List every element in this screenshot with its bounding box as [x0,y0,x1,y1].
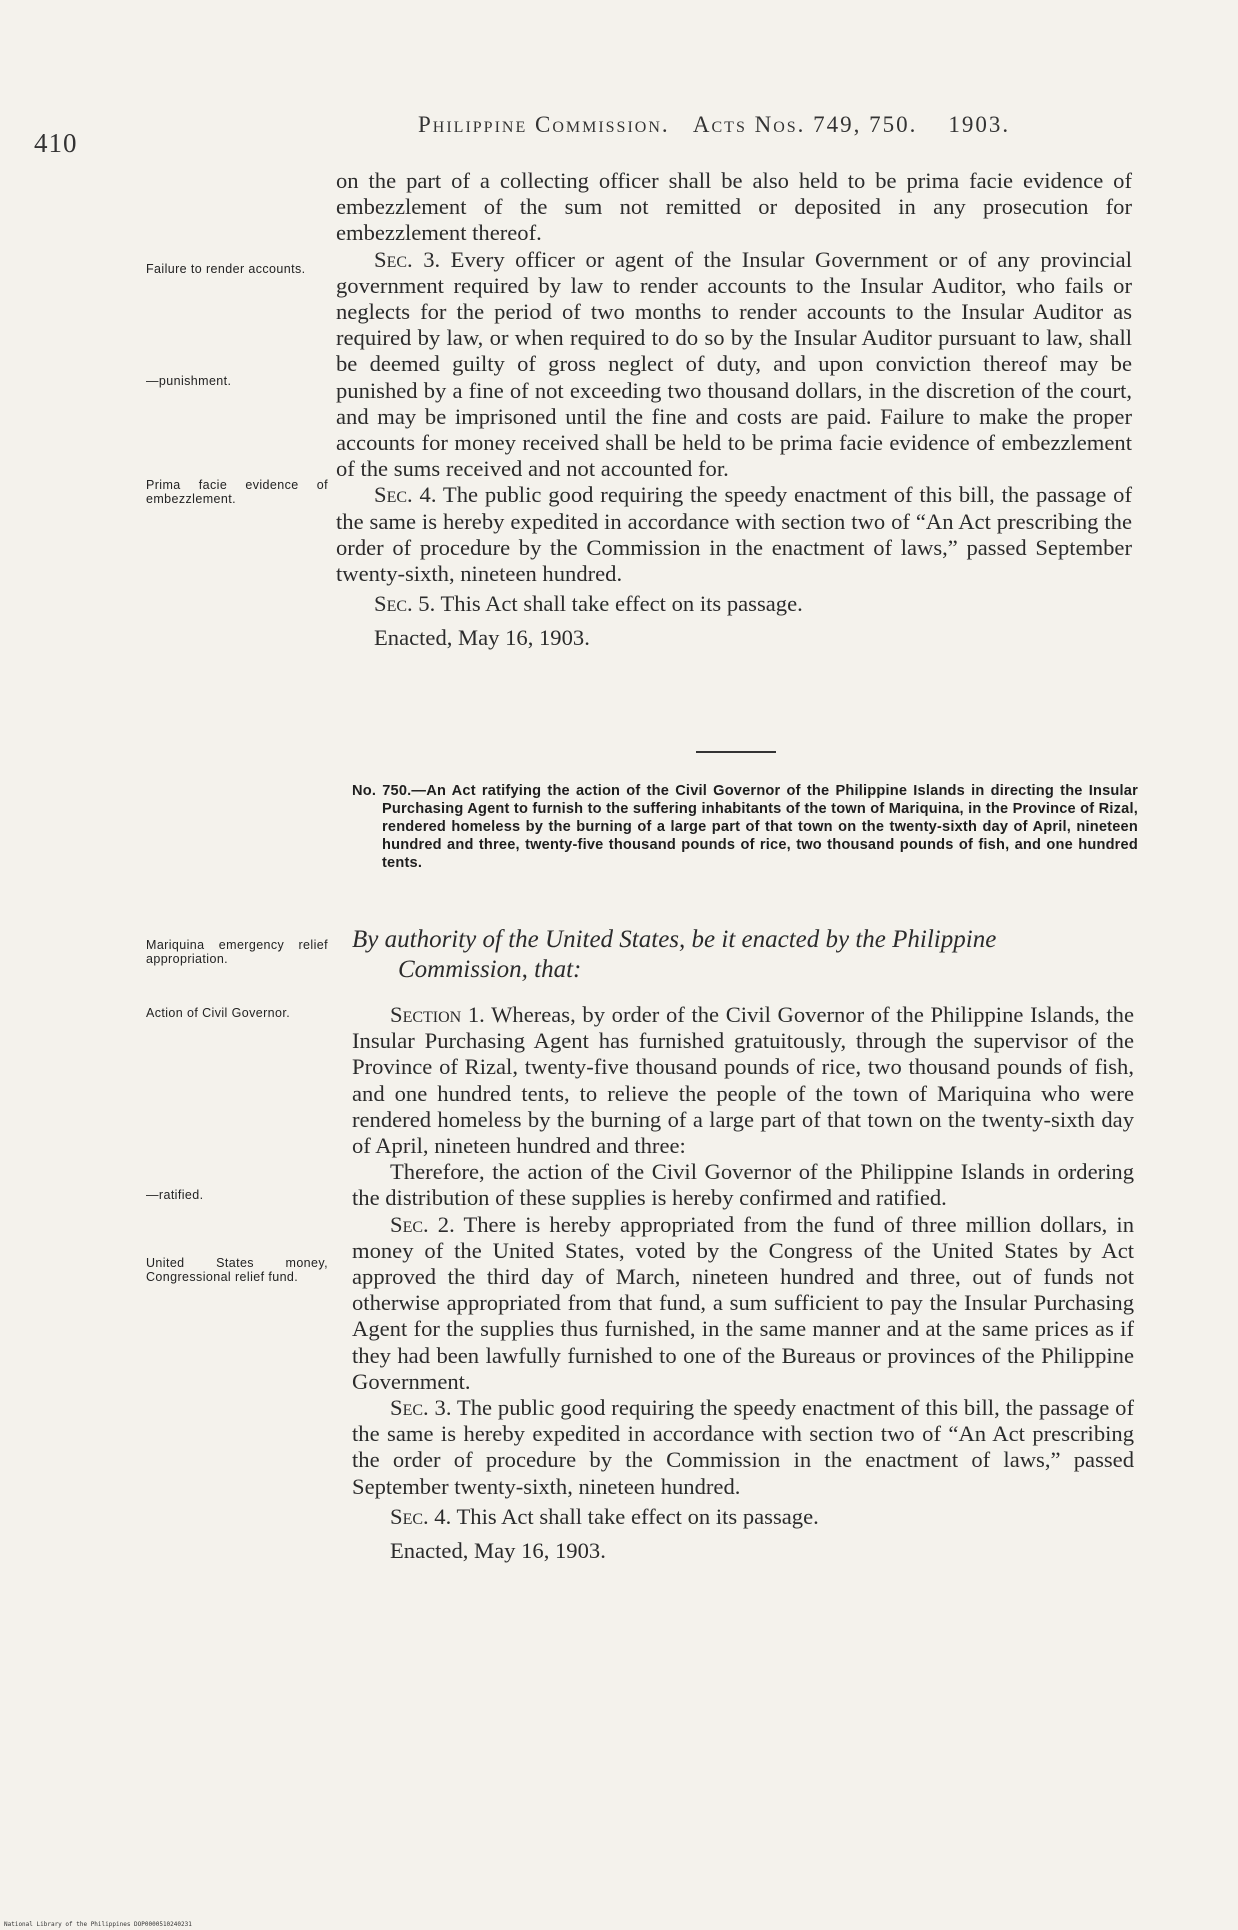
section-text: Every officer or agent of the Insular Government or of any provincial government required by law to render accounts to the Insular Auditor, who fails or neglects for the period of two months to render accounts to the Insular Auditor as required by law, or when required to do so by the Insular Auditor pursuant to law, shall be deemed guilty of gross neglect of duty, and upon conviction thereof may be punished by a fine of not exceeding two thousand dollars, in the discretion of the court, and may be imprisoned until the fine and costs are paid. Failure to make the proper accounts for money received shall be held to be prima facie evidence of embezzlement of the sums received and not accounted for. [336,246,1132,482]
section-text: The public good requiring the speedy enactment of this bill, the passage of the same is hereby expedited in accordance with section two of “An Act prescribing the order of procedure by the Commission in the enactment of laws,” passed September twenty-sixth, nineteen hundred. [352,1395,1134,1499]
section-label: Sec. 5. [374,591,436,617]
section-text: The public good requiring the speedy enactment of this bill, the passage of the same is hereby expedited in accordance with section two of “An Act prescribing the order of procedure by the Commission in the enactment of laws,” passed September twenty-sixth, nineteen hundred. [336,482,1132,587]
margin-note-failure-to-render: Failure to render accounts. [146,262,306,276]
margin-note-ratified: —ratified. [146,1188,204,1202]
section-text: There is hereby appropriated from the fund of three million dollars, in money of the United States, voted by the Congress of the United States by Act approved the third day of March, nineteen hundred and three, out of funds not otherwise appropriated from that fund, a sum sufficient to pay the Insular Purchasing Agent for the supplies thus furnished, in the same manner and at the same prices as if they had been lawfully furnished to one of the Bureaus or provinces of the Philippine Government. [352,1211,1134,1394]
section-label: Sec. 3. [390,1395,452,1421]
margin-note-action-civil-governor: Action of Civil Governor. [146,1006,291,1020]
page-number: 410 [34,128,78,158]
act-750-section-2 [352,1212,1134,1395]
margin-note-prima-facie: Prima facie evidence of embezzlement. [146,478,328,506]
footer-stamp: National Library of the Philippines DOP0000510240231 [4,1921,192,1928]
running-head-acts: Acts Nos. 749, 750. [692,112,918,137]
margin-note-mariquina-relief: Mariquina emergency relief appropriation. [146,938,328,966]
act-750-section-1 [352,1002,1134,1159]
running-head-title: Philippine Commission. [418,112,670,137]
enacting-clause [352,925,1132,985]
section-label: Section 1. [390,1002,485,1027]
running-head [418,112,1010,138]
margin-note-congressional-fund: United States money, Congressional relief fund. [146,1256,328,1284]
act-750-section-4 [352,1504,1134,1530]
section-text: Whereas, by order of the Civil Governor of the Philippine Islands, the Insular Purchasing Agent has furnished gratuitously, through the supervisor of the Province of Rizal, twenty-five thousand pounds of rice, two thousand pounds of fish, and one hundred tents, to relieve the people of the town of Mariquina who were rendered homeless by the burning of a large part of that town on the twenty-sixth day of April, nineteen hundred and three: [352,1002,1134,1159]
section-text: This Act shall take effect on its passage. [435,591,803,617]
act-749-section-3 [336,247,1132,483]
act-750-title [352,782,1138,872]
enacting-line-2: Commission, that: [398,956,582,983]
running-head-year: 1903. [948,112,1011,137]
section-label: Sec. 4. [390,1503,452,1529]
act-750-title-text: No. 750.—An Act ratifying the action of the Civil Governor of the Philippine Islands in directing the Insular Purchasing Agent to furnish to the suffering inhabitants of the town of Mariquina, in the Province of Rizal, rendered homeless by the burning of a large part of that town on the twenty-sixth day of April, nineteen hundred and three, twenty-five thousand pounds of rice, two thousand pounds of fish, and one hundred tents. [352,783,1138,871]
act-750-enacted: Enacted, May 16, 1903. [390,1538,606,1564]
section-divider [696,751,776,753]
section-text: This Act shall take effect on its passage. [451,1503,819,1529]
act-749-enacted: Enacted, May 16, 1903. [374,625,590,651]
act-750-body [352,1002,1134,1564]
act-750-therefore: Therefore, the action of the Civil Governor of the Philippine Islands in ordering the distribution of these supplies is hereby confirmed and ratified. [352,1159,1134,1211]
enacting-line-1: By authority of the United States, be it enacted by the Philippine [352,926,997,953]
act-749-section-4 [336,482,1132,587]
section-label: Sec. 4. [374,482,437,508]
section-label: Sec. 3. [374,246,441,272]
act-749-continuation [336,168,1132,652]
continuation-paragraph: on the part of a collecting officer shall be also held to be prima facie evidence of embezzlement of the sum not remitted or deposited in any prosecution for embezzlement thereof. [336,168,1132,246]
act-750-section-3 [352,1395,1134,1500]
section-label: Sec. 2. [390,1211,455,1237]
act-749-section-5 [336,591,1132,617]
margin-note-punishment: —punishment. [146,374,232,388]
